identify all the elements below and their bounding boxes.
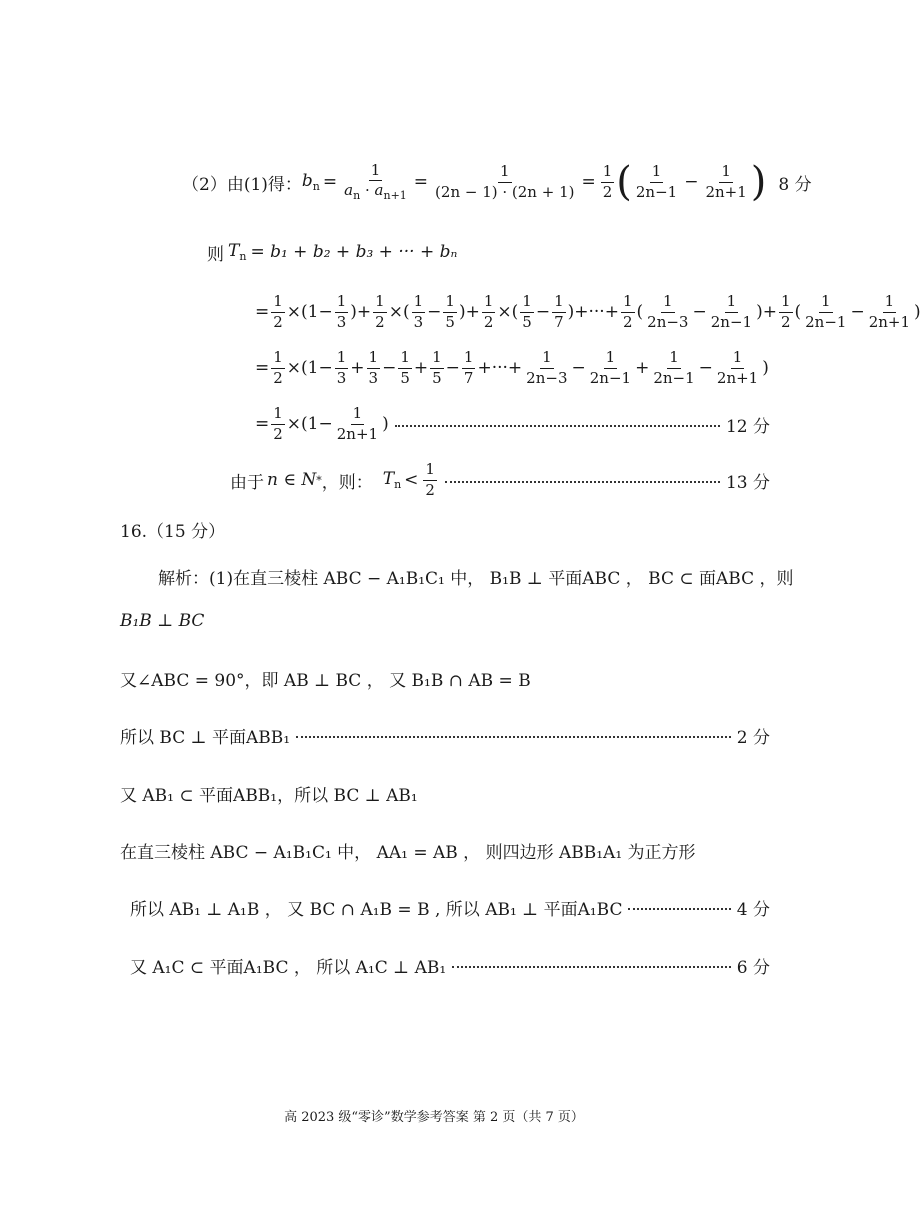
q16-line8: 又 A₁C ⊂ 平面A₁BC ， 所以 A₁C ⊥ AB₁ 6 分 bbox=[130, 952, 770, 978]
dot-leader bbox=[445, 481, 720, 483]
dot-leader bbox=[296, 736, 731, 738]
score-12: 12 分 bbox=[725, 416, 770, 437]
q16-line4: 所以 BC ⊥ 平面ABB₁ 2 分 bbox=[120, 722, 770, 748]
step1-line: = $\frac{1}{2}$ ×(1− $\frac{1}{3}$ )+ $\frac{1}{2}$ ×( $\frac{1}{3}$ − $\frac{1}{5}$ )+ $\frac{1}{2}$ ×( $\frac{1}{5}$ − $\frac{1}{7}$ )+···+ $\frac{1}{2}$ ( $\frac{1}{2n-3}$ − $\frac{1}{2n-1}$ )+ $\frac{1}{2}$ ( $\frac{1}{2n-1}$ − $\frac{1}{2n+1}$ ) bbox=[255, 292, 921, 331]
since-text: 由于 bbox=[230, 472, 264, 493]
part2-label: （2）由(1)得： bbox=[182, 174, 302, 195]
q16-line1: 解析：(1)在直三棱柱 ABC − A₁B₁C₁ 中， B₁B ⊥ 平面ABC ， BC ⊂ 面ABC ，则 bbox=[158, 568, 794, 589]
bn-term: $b_n$ bbox=[301, 171, 320, 193]
score-8: 8 分 bbox=[778, 174, 812, 195]
frac-1-over-anan1: $\frac{1}{a_n \cdot a_{n+1}}$ bbox=[344, 160, 407, 202]
since-line: 由于 n ∈ N * ，则： $T_n$ < $\frac{1}{2}$ 13 分 bbox=[230, 460, 770, 499]
step2-line: = $\frac{1}{2}$ ×(1− $\frac{1}{3}$ + $\frac{1}{3}$ − $\frac{1}{5}$ + $\frac{1}{5}$ − $\frac{1}{7}$ +···+ $\frac{1}{2n-3}$ − $\frac{1}{2n-1}$ + $\frac{1}{2n-1}$ − $\frac{1}{2n+1}$ ) bbox=[255, 348, 769, 387]
score-2: 2 分 bbox=[736, 727, 770, 748]
sum-rhs: = b₁ + b₂ + b₃ + ··· + bₙ bbox=[250, 242, 458, 262]
score-6: 6 分 bbox=[736, 957, 770, 978]
dot-leader bbox=[628, 908, 730, 910]
q16-line7: 所以 AB₁ ⊥ A₁B ， 又 BC ∩ A₁B = B , 所以 AB₁ ⊥ 平面A₁BC 4 分 bbox=[130, 894, 770, 920]
score-4: 4 分 bbox=[736, 899, 770, 920]
sum-line: 则 $T_n$ = b₁ + b₂ + b₃ + ··· + bₙ bbox=[207, 241, 458, 265]
q16-line6: 在直三棱柱 ABC − A₁B₁C₁ 中， AA₁ = AB ， 则四边形 ABB₁A₁ 为正方形 bbox=[120, 842, 696, 863]
q16-title: 16.（15 分） bbox=[120, 521, 226, 542]
frac-half: $\frac{1}{2}$ bbox=[602, 162, 613, 201]
dot-leader bbox=[452, 966, 731, 968]
q16-line2: B₁B ⊥ BC bbox=[120, 611, 205, 631]
frac-1-over-product: $\frac{1}{(2n - 1) \cdot (2n + 1)}$ bbox=[435, 162, 575, 201]
q16-line3: 又∠ABC = 90°，即 AB ⊥ BC ， 又 B₁B ∩ AB = B bbox=[120, 670, 531, 691]
frac-inner-2: $\frac{1}{2n+1}$ bbox=[705, 162, 747, 201]
part2-line: （2）由(1)得： $b_n$ = $\frac{1}{a_n \cdot a_{n+1}}$ = $\frac{1}{(2n - 1) \cdot (2n + 1)}$ = $\frac{1}{2}$ ( $\frac{1}{2n-1}$ − $\frac{1}{2n+1}$ ) 8 分 bbox=[182, 159, 812, 205]
score-13: 13 分 bbox=[725, 472, 770, 493]
page-footer: 高 2023 级“零诊”数学参考答案 第 2 页（共 7 页） bbox=[284, 1110, 584, 1125]
ze-text: 则 bbox=[207, 244, 224, 265]
frac-inner-1: $\frac{1}{2n-1}$ bbox=[635, 162, 678, 201]
step3-line: = $\frac{1}{2}$ ×(1− $\frac{1}{2n+1}$ ) 12 分 bbox=[255, 404, 770, 443]
dot-leader bbox=[395, 425, 720, 427]
q16-line5: 又 AB₁ ⊂ 平面ABB₁，所以 BC ⊥ AB₁ bbox=[120, 785, 418, 806]
